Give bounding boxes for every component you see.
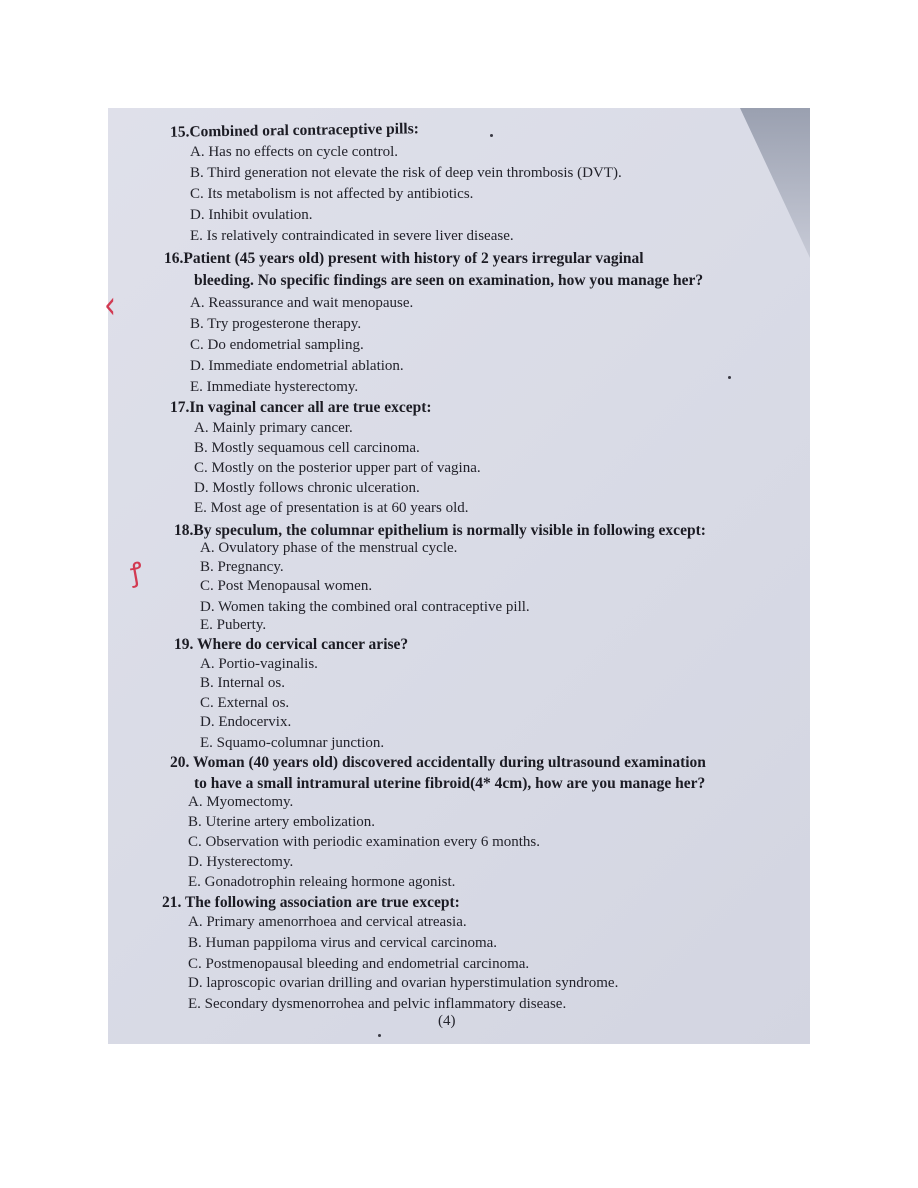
q20-option-e: E. Gonadotrophin releaing hormone agonist. bbox=[188, 874, 456, 890]
question-19: 19. Where do cervical cancer arise? bbox=[174, 636, 409, 653]
q17-option-b: B. Mostly sequamous cell carcinoma. bbox=[194, 440, 420, 456]
page-number: (4) bbox=[438, 1013, 456, 1029]
red-pen-mark-icon: ‹ bbox=[104, 282, 116, 329]
q18-option-a: A. Ovulatory phase of the menstrual cycle. bbox=[200, 540, 458, 556]
question-16-line2: bleeding. No specific findings are seen on examination, how you manage her? bbox=[194, 272, 704, 289]
q21-option-d: D. laproscopic ovarian drilling and ovarian hyperstimulation syndrome. bbox=[188, 975, 619, 991]
q18-option-d: D. Women taking the combined oral contraceptive pill. bbox=[200, 599, 530, 615]
question-17: 17.In vaginal cancer all are true except: bbox=[170, 399, 432, 416]
question-20-line2: to have a small intramural uterine fibroid(4* 4cm), how are you manage her? bbox=[194, 775, 706, 792]
q18-option-e: E. Puberty. bbox=[200, 617, 267, 633]
q17-option-d: D. Mostly follows chronic ulceration. bbox=[194, 480, 420, 496]
question-15: 15.Combined oral contraceptive pills: bbox=[169, 120, 419, 141]
exam-page-photo bbox=[104, 108, 810, 1044]
question-20: 20. Woman (40 years old) discovered accidentally during ultrasound examination bbox=[170, 754, 706, 771]
q15-option-b: B. Third generation not elevate the risk of deep vein thrombosis (DVT). bbox=[190, 165, 622, 181]
speck bbox=[378, 1034, 381, 1037]
q15-option-e: E. Is relatively contraindicated in severe liver disease. bbox=[190, 228, 514, 244]
q21-option-e: E. Secondary dysmenorrohea and pelvic inflammatory disease. bbox=[188, 996, 567, 1012]
q15-option-c: C. Its metabolism is not affected by antibiotics. bbox=[190, 186, 474, 202]
q21-option-a: A. Primary amenorrhoea and cervical atreasia. bbox=[188, 914, 467, 930]
question-18: 18.By speculum, the columnar epithelium is normally visible in following except: bbox=[174, 522, 706, 539]
q20-option-b: B. Uterine artery embolization. bbox=[188, 814, 376, 830]
red-pen-scribble-icon: ꝭ bbox=[127, 557, 146, 589]
q20-option-d: D. Hysterectomy. bbox=[188, 854, 294, 870]
q17-option-a: A. Mainly primary cancer. bbox=[194, 420, 353, 436]
q15-option-d: D. Inhibit ovulation. bbox=[190, 207, 313, 223]
q16-option-b: B. Try progesterone therapy. bbox=[190, 316, 362, 332]
q16-option-e: E. Immediate hysterectomy. bbox=[190, 379, 359, 395]
q18-option-c: C. Post Menopausal women. bbox=[200, 578, 373, 594]
q17-option-e: E. Most age of presentation is at 60 years old. bbox=[194, 500, 469, 516]
q19-option-a: A. Portio-vaginalis. bbox=[200, 656, 318, 672]
speck bbox=[728, 376, 731, 379]
question-21: 21. The following association are true except: bbox=[162, 894, 460, 911]
q16-option-c: C. Do endometrial sampling. bbox=[190, 337, 364, 353]
q16-option-a: A. Reassurance and wait menopause. bbox=[190, 295, 414, 311]
q15-option-a: A. Has no effects on cycle control. bbox=[190, 144, 398, 160]
q19-option-c: C. External os. bbox=[200, 695, 290, 711]
speck bbox=[490, 134, 493, 137]
q19-option-d: D. Endocervix. bbox=[200, 714, 292, 730]
exam-content bbox=[104, 108, 810, 1044]
q19-option-b: B. Internal os. bbox=[200, 675, 285, 691]
q21-option-b: B. Human pappiloma virus and cervical carcinoma. bbox=[188, 935, 498, 951]
q16-option-d: D. Immediate endometrial ablation. bbox=[190, 358, 404, 374]
q20-option-c: C. Observation with periodic examination every 6 months. bbox=[188, 834, 541, 850]
q21-option-c: C. Postmenopausal bleeding and endometrial carcinoma. bbox=[188, 956, 530, 972]
q17-option-c: C. Mostly on the posterior upper part of vagina. bbox=[194, 460, 481, 476]
q19-option-e: E. Squamo-columnar junction. bbox=[200, 735, 385, 751]
q20-option-a: A. Myomectomy. bbox=[188, 794, 294, 810]
question-16: 16.Patient (45 years old) present with history of 2 years irregular vaginal bbox=[164, 250, 644, 267]
q18-option-b: B. Pregnancy. bbox=[200, 559, 284, 575]
